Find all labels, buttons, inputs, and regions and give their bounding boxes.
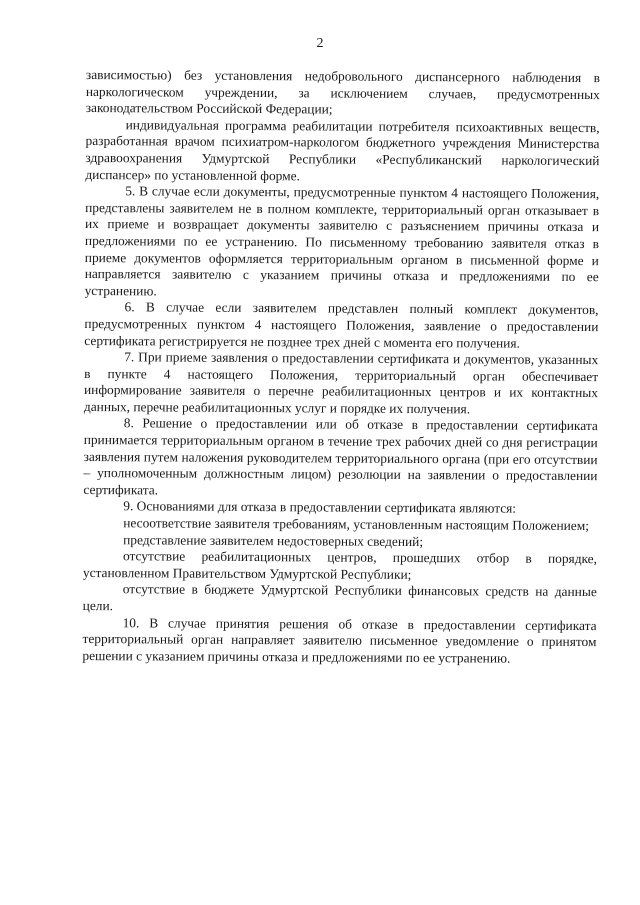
paragraph-refusal-ground-3: отсутствие реабилитационных центров, прошедших отбор в порядке, установленном Правительством Удмуртской Республики; xyxy=(82,548,598,582)
paragraph-continuation: зависимостью) без установления недобровольного диспансерного наблюдения в наркологическом учреждении, за исключением случаев, предусмотренных законодательством Российской Федерации; xyxy=(85,67,600,117)
paragraph-rehab-program: индивидуальная программа реабилитации потребителя психоактивных веществ, разработанная врачом психиатром-наркологом бюджетного учреждения Министерства здравоохранения Удмуртской Республики «Республиканский наркологический диспансер» по установленной форме. xyxy=(85,117,600,183)
paragraph-clause-5: 5. В случае если документы, предусмотренные пунктом 4 настоящего Положения, представлены заявителем не в полном комплекте, территориальный орган отказывает в их приеме и возвращает документы заявителю с разъяснением причины отказа и предложениями по ее устранению. По письменному требованию заявителя отказ в приеме документов оформляется территориальным органом в письменной форме и направляется заявителю с указанием причины отказа и предложениями по ее устранению. xyxy=(84,183,600,299)
paragraph-clause-6: 6. В случае если заявителем представлен полный комплект документов, предусмотренных пунктом 4 настоящего Положения, заявление о предоставлении сертификата регистрируется не позднее трех дней с момента его получения. xyxy=(84,299,599,351)
page-number: 2 xyxy=(316,36,324,51)
paragraph-refusal-ground-2: представление заявителем недостоверных сведений; xyxy=(123,531,424,549)
paragraph-clause-7: 7. При приеме заявления о предоставлении сертификата и документов, указанных в пункте 4 настоящего Положения, территориальный орган обеспечивает информирование заявителя о перечне реабилитационных центров и их контактных данных, перечне реабилитационных услуг и порядке их получения. xyxy=(83,349,599,417)
paragraph-refusal-ground-4: отсутствие в бюджете Удмуртской Республики финансовых средств на данные цели. xyxy=(82,581,597,614)
paragraph-clause-10: 10. В случае принятия решения об отказе в предоставлении сертификата территориальный орган направляет заявителю письменное уведомление о принятом решении с указанием причины отказа и предложениями по ее устранению. xyxy=(82,614,597,666)
paragraph-clause-9: 9. Основаниями для отказа в предоставлении сертификата являются: xyxy=(123,498,517,517)
paragraph-refusal-ground-1: несоответствие заявителя требованиям, установленным настоящим Положением; xyxy=(123,515,590,534)
paragraph-clause-8: 8. Решение о предоставлении или об отказе в предоставлении сертификата принимается территориальным органом в течение трех рабочих дней со дня регистрации заявления путем наложения руководителем территориального органа (при его отсутствии – уполномоченным должностным лицом) резолюции на заявлении о предоставлении сертификата. xyxy=(83,415,598,498)
document-body xyxy=(82,67,600,668)
